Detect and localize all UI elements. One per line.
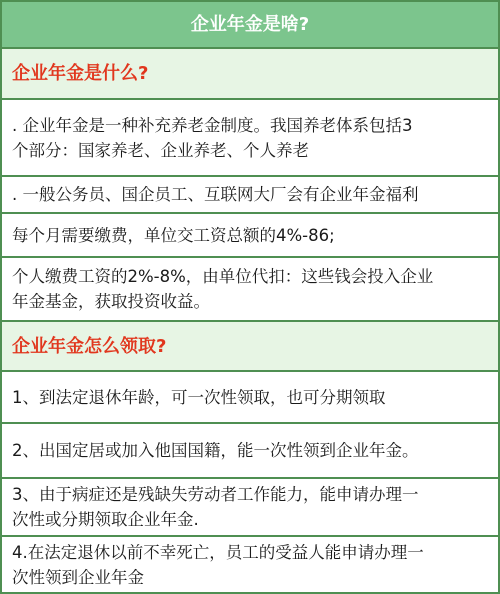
- section-heading-what: [2, 49, 498, 100]
- list-item: [2, 214, 498, 258]
- list-item: [2, 372, 498, 424]
- list-item-line: . 一般公务员、国企员工、互联网大厂会有企业年金福利: [12, 185, 419, 204]
- list-item: [2, 177, 498, 214]
- list-item-line: 1、到法定退休年龄，可一次性领取，也可分期领取: [12, 387, 386, 407]
- list-item: [2, 479, 498, 537]
- section-heading-how: [2, 322, 498, 372]
- list-item-line: 3、由于病症还是残缺失劳动者工作能力，能申请办理一: [12, 485, 419, 504]
- list-item: [2, 424, 498, 479]
- list-item-line: 2、出国定居或加入他国国籍，能一次性领到企业年金。: [12, 441, 419, 460]
- list-item-line: 次性领到企业年金: [12, 567, 144, 587]
- list-item: [2, 537, 498, 592]
- card-title-text: 企业年金是啥?: [190, 14, 310, 35]
- list-item-line: 每个月需要缴费，单位交工资总额的4%-86;: [12, 225, 335, 245]
- list-item-line: 次性或分期领取企业年金.: [12, 510, 199, 529]
- card-title: [2, 2, 498, 49]
- list-item: [2, 100, 498, 177]
- list-item-line: 个部分：国家养老、企业养老、个人养老: [12, 140, 309, 160]
- list-item-line: 年金基金，获取投资收益。: [12, 292, 210, 311]
- list-item-line: 4.在法定退休以前不幸死亡，员工的受益人能申请办理一: [12, 542, 424, 562]
- list-item: [2, 258, 498, 322]
- list-item-line: . 企业年金是一种补充养老金制度。我国养老体系包括3: [12, 115, 413, 135]
- section-heading-what-text: 企业年金是什么?: [12, 63, 149, 84]
- list-item-line: 个人缴费工资的2%-8%，由单位代扣：这些钱会投入企业: [12, 267, 434, 286]
- section-heading-how-text: 企业年金怎么领取?: [12, 335, 167, 357]
